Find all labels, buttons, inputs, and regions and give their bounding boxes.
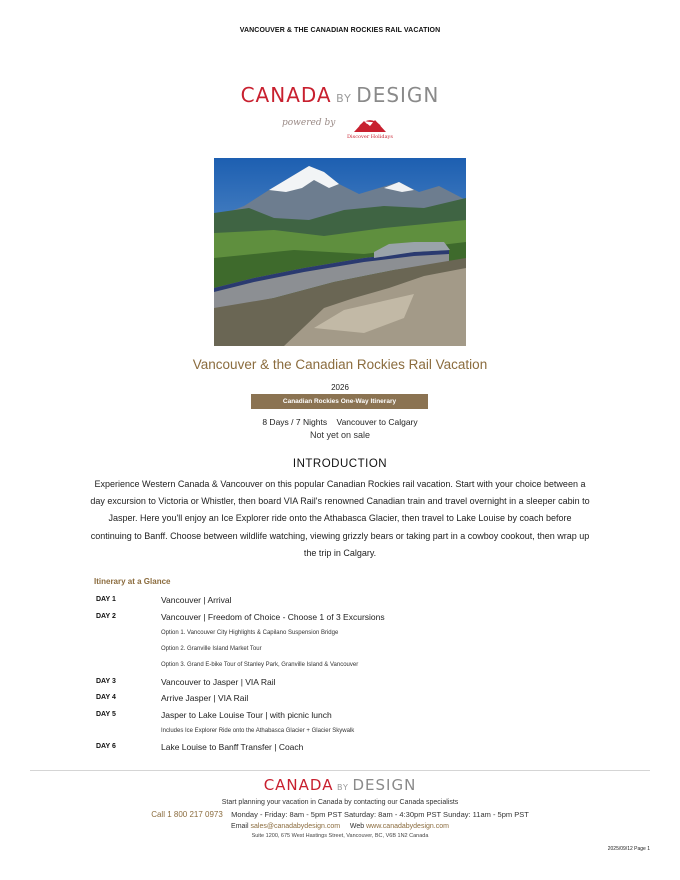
footer-web-link[interactable]: www.canadabydesign.com — [366, 823, 449, 830]
day-number: DAY 1 — [96, 596, 116, 603]
footer-address: Suite 1200, 675 West Hastings Street, Vancouver, BC, V6B 1N2 Canada — [251, 833, 429, 839]
day-description: Lake Louise to Banff Transfer | Coach — [161, 742, 304, 752]
logo-design: DESIGN — [352, 776, 417, 794]
day-option: Option 1. Vancouver City Highlights & Capilano Suspension Bridge — [161, 630, 339, 636]
day-number: DAY 6 — [96, 743, 116, 750]
itinerary-day-row — [96, 743, 596, 757]
logo-canada: CANADA — [263, 776, 334, 794]
day-description: Arrive Jasper | VIA Rail — [161, 693, 249, 703]
itinerary-day-row — [96, 596, 596, 610]
footer-web-label: Web — [349, 823, 365, 830]
introduction-paragraph: Experience Western Canada & Vancouver on this popular Canadian Rockies rail vacation. Start with your choice between a day excursion to Victoria or Whistler, then board VIA Rail's renowned Canadian train and travel overnight in a sleeper cabin to Jasper. Here you'll enjoy an Ice Explorer ride onto the Athabasca Glacier, then travel to Lake Louise by coach before continuing to Banff. Choose between wildlife watching, viewing grizzly bears or taking part in a cowboy cookout, then wrap up the trip in Calgary. — [90, 479, 590, 558]
day-description: Jasper to Lake Louise Tour | with picnic lunch — [161, 710, 332, 720]
day-number: DAY 2 — [96, 613, 116, 620]
footer-hours: Monday - Friday: 8am - 5pm PST Saturday: 8am - 4:30pm PST Sunday: 11am - 5pm PST — [231, 810, 529, 819]
footer-divider — [30, 770, 650, 771]
availability-status: Not yet on sale — [309, 430, 371, 440]
day-option: Option 2. Granville Island Market Tour — [161, 646, 262, 652]
page-number: 2025/09/12 Page 1 — [607, 846, 650, 852]
day-description: Vancouver | Freedom of Choice - Choose 1 of 3 Excursions — [161, 612, 385, 622]
trip-title: Vancouver & the Canadian Rockies Rail Vacation — [192, 357, 488, 372]
itinerary-day-row — [96, 613, 596, 627]
trip-meta — [0, 417, 680, 427]
day-note: Includes Ice Explorer Ride onto the Athabasca Glacier + Glacier Skywalk — [161, 728, 355, 734]
footer-email-label: Email — [231, 823, 249, 830]
logo-design: DESIGN — [356, 83, 440, 107]
itinerary-type-band: Canadian Rockies One-Way Itinerary — [251, 394, 428, 409]
day-number: DAY 3 — [96, 678, 116, 685]
day-option: Option 3. Grand E-bike Tour of Stanley Park, Granville Island & Vancouver — [161, 662, 359, 668]
document-header-title: VANCOUVER & THE CANADIAN ROCKIES RAIL VACATION — [239, 27, 441, 34]
itinerary-day-row — [96, 694, 596, 708]
discover-holidays-name: Discover Holidays — [347, 134, 393, 140]
day-number: DAY 4 — [96, 694, 116, 701]
footer-tagline: Start planning your vacation in Canada by contacting our Canada specialists — [221, 799, 459, 806]
powered-by-text: powered by — [282, 118, 336, 128]
itinerary-glance-heading: Itinerary at a Glance — [94, 577, 171, 586]
footer-phone-link[interactable]: Call 1 800 217 0973 — [151, 810, 223, 819]
trip-year: 2026 — [331, 383, 349, 392]
trip-duration: 8 Days / 7 Nights — [262, 417, 328, 427]
footer-logo[interactable] — [0, 776, 680, 794]
trip-route: Vancouver to Calgary — [336, 417, 418, 427]
day-number: DAY 5 — [96, 711, 116, 718]
day-description: Vancouver | Arrival — [161, 595, 232, 605]
hero-photo-train-rockies — [214, 158, 466, 346]
day-description: Vancouver to Jasper | VIA Rail — [161, 677, 276, 687]
itinerary-day-row — [96, 678, 596, 692]
footer-email-web — [0, 823, 680, 830]
discover-holidays-logo — [340, 112, 400, 144]
footer-contact-line — [0, 810, 680, 819]
footer-email-link[interactable]: sales@canadabydesign.com — [250, 823, 341, 830]
logo-canada: CANADA — [240, 83, 332, 107]
canada-by-design-logo[interactable] — [0, 83, 680, 107]
logo-by: BY — [336, 92, 352, 105]
logo-by: BY — [337, 783, 349, 792]
introduction-heading: INTRODUCTION — [292, 458, 388, 470]
itinerary-day-row — [96, 711, 596, 725]
